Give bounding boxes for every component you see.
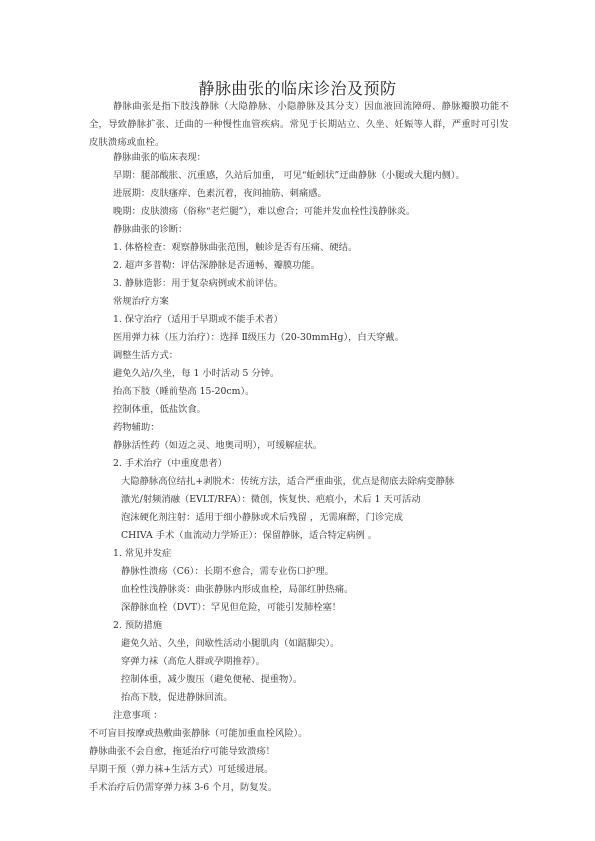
text-line: 抬高下肢，促进静脉回流。 [121,692,233,703]
text-line: 泡沫硬化剂注射：适用于细小静脉或术后残留 ，无需麻醉，门诊完成 [121,512,403,523]
text-line: 2. 预防措施 [113,620,163,631]
text-line: 大隐静脉高位结扎+剥脱术：传统方法，适合严重曲张，优点是彻底去除病变静脉 [121,476,455,487]
text-line: 药物辅助： [113,422,160,433]
text-line: 医用弹力袜（压力治疗）：选择 Ⅱ级压力（20-30mmHg），白天穿戴。 [113,332,404,343]
text-line: 早期：腿部酸胀、沉重感，久站后加重， 可见“蚯蚓状”迂曲静脉（小腿或大腿内侧）。 [113,170,465,181]
text-line: 1. 常见并发症 [113,548,172,559]
text-line: 血栓性浅静脉炎：曲张静脉内形成血栓，局部红肿热痛。 [121,584,354,595]
text-line: 避免久站/久坐，每 1 小时活动 5 分钟。 [113,368,280,379]
text-line: 控制体重，减少腹压（避免便秘、提重物）。 [121,674,303,685]
text-line: 注意事项 ： [113,710,163,721]
text-line: 1. 保守治疗（适用于早期或不能手术者） [113,314,283,325]
intro-paragraph: 静脉曲张是指下肢浅静脉（大隐静脉、小隐静脉及其分支）因血液回流障碍、静脉瓣膜功能不全，导致静脉扩张、迁曲的一种慢性血管疾病。常见于长期站立、久坐、妊娠等人群，严重时可引发皮肤溃疡或血栓。 [89,101,509,148]
text-line: 深静脉血栓（DVT）：罕见但危险，可能引发肺栓塞！ [121,602,342,613]
text-line: 静脉曲张不会自愈，拖延治疗可能导致溃疡！ [89,746,275,757]
text-line: 晚期：皮肤溃疡（俗称“老烂腿”），难以愈合；可能并发血栓性浅静脉炎。 [113,206,416,217]
text-line: 2. 超声多普勒：评估深静脉是否通畅、瓣膜功能。 [113,260,321,271]
text-line: 早期干预（弹力袜+生活方式）可延缓进展。 [89,764,274,775]
text-line: 控制体重，低盐饮食。 [113,404,206,415]
text-line: 手术治疗后仍需穿弹力袜 3-6 个月，防复发。 [89,782,278,793]
text-line: 静脉曲张的诊断： [113,224,188,235]
text-line: 静脉曲张的临床表现： [113,152,206,163]
text-line: 激光/射频消融（EVLT/RFA）：微创，恢复快、疤痕小，术后 1 天可活动 [121,494,421,505]
text-line: 3. 静脉造影：用于复杂病例或术前评估。 [113,278,283,289]
document-title: 静脉曲张的临床诊治及预防 [198,79,397,98]
text-line: 不可盲目按摩或热敷曲张静脉（可能加重血栓风险）。 [89,728,308,739]
text-line: 避免久站、久坐，间歇性活动小腿肌肉（如踮脚尖）。 [121,638,340,649]
text-line: 1. 体格检查：观察静脉曲张范围，触诊是否有压痛、硬结。 [113,242,358,253]
text-line: 调整生活方式： [113,350,179,361]
text-line: 常规治疗方案 [113,296,169,307]
text-line: 2. 手术治疗（中重度患者） [113,458,228,469]
text-line: CHIVA 手术（血流动力学矫正）：保留静脉，适合特定病例 。 [121,530,378,541]
text-line: 进展期：皮肤瘙痒、色素沉着，夜间抽筋、刺痛感。 [113,188,327,199]
text-line: 穿弹力袜（高危人群或孕期推荐）。 [121,656,266,667]
text-line: 静脉活性药（如迈之灵、地奥司明），可缓解症状。 [113,440,323,451]
text-line: 抬高下肢（睡前垫高 15-20cm）。 [113,386,255,397]
text-line: 静脉性溃疡（C6）：长期不愈合，需专业伤口护理。 [121,566,334,577]
